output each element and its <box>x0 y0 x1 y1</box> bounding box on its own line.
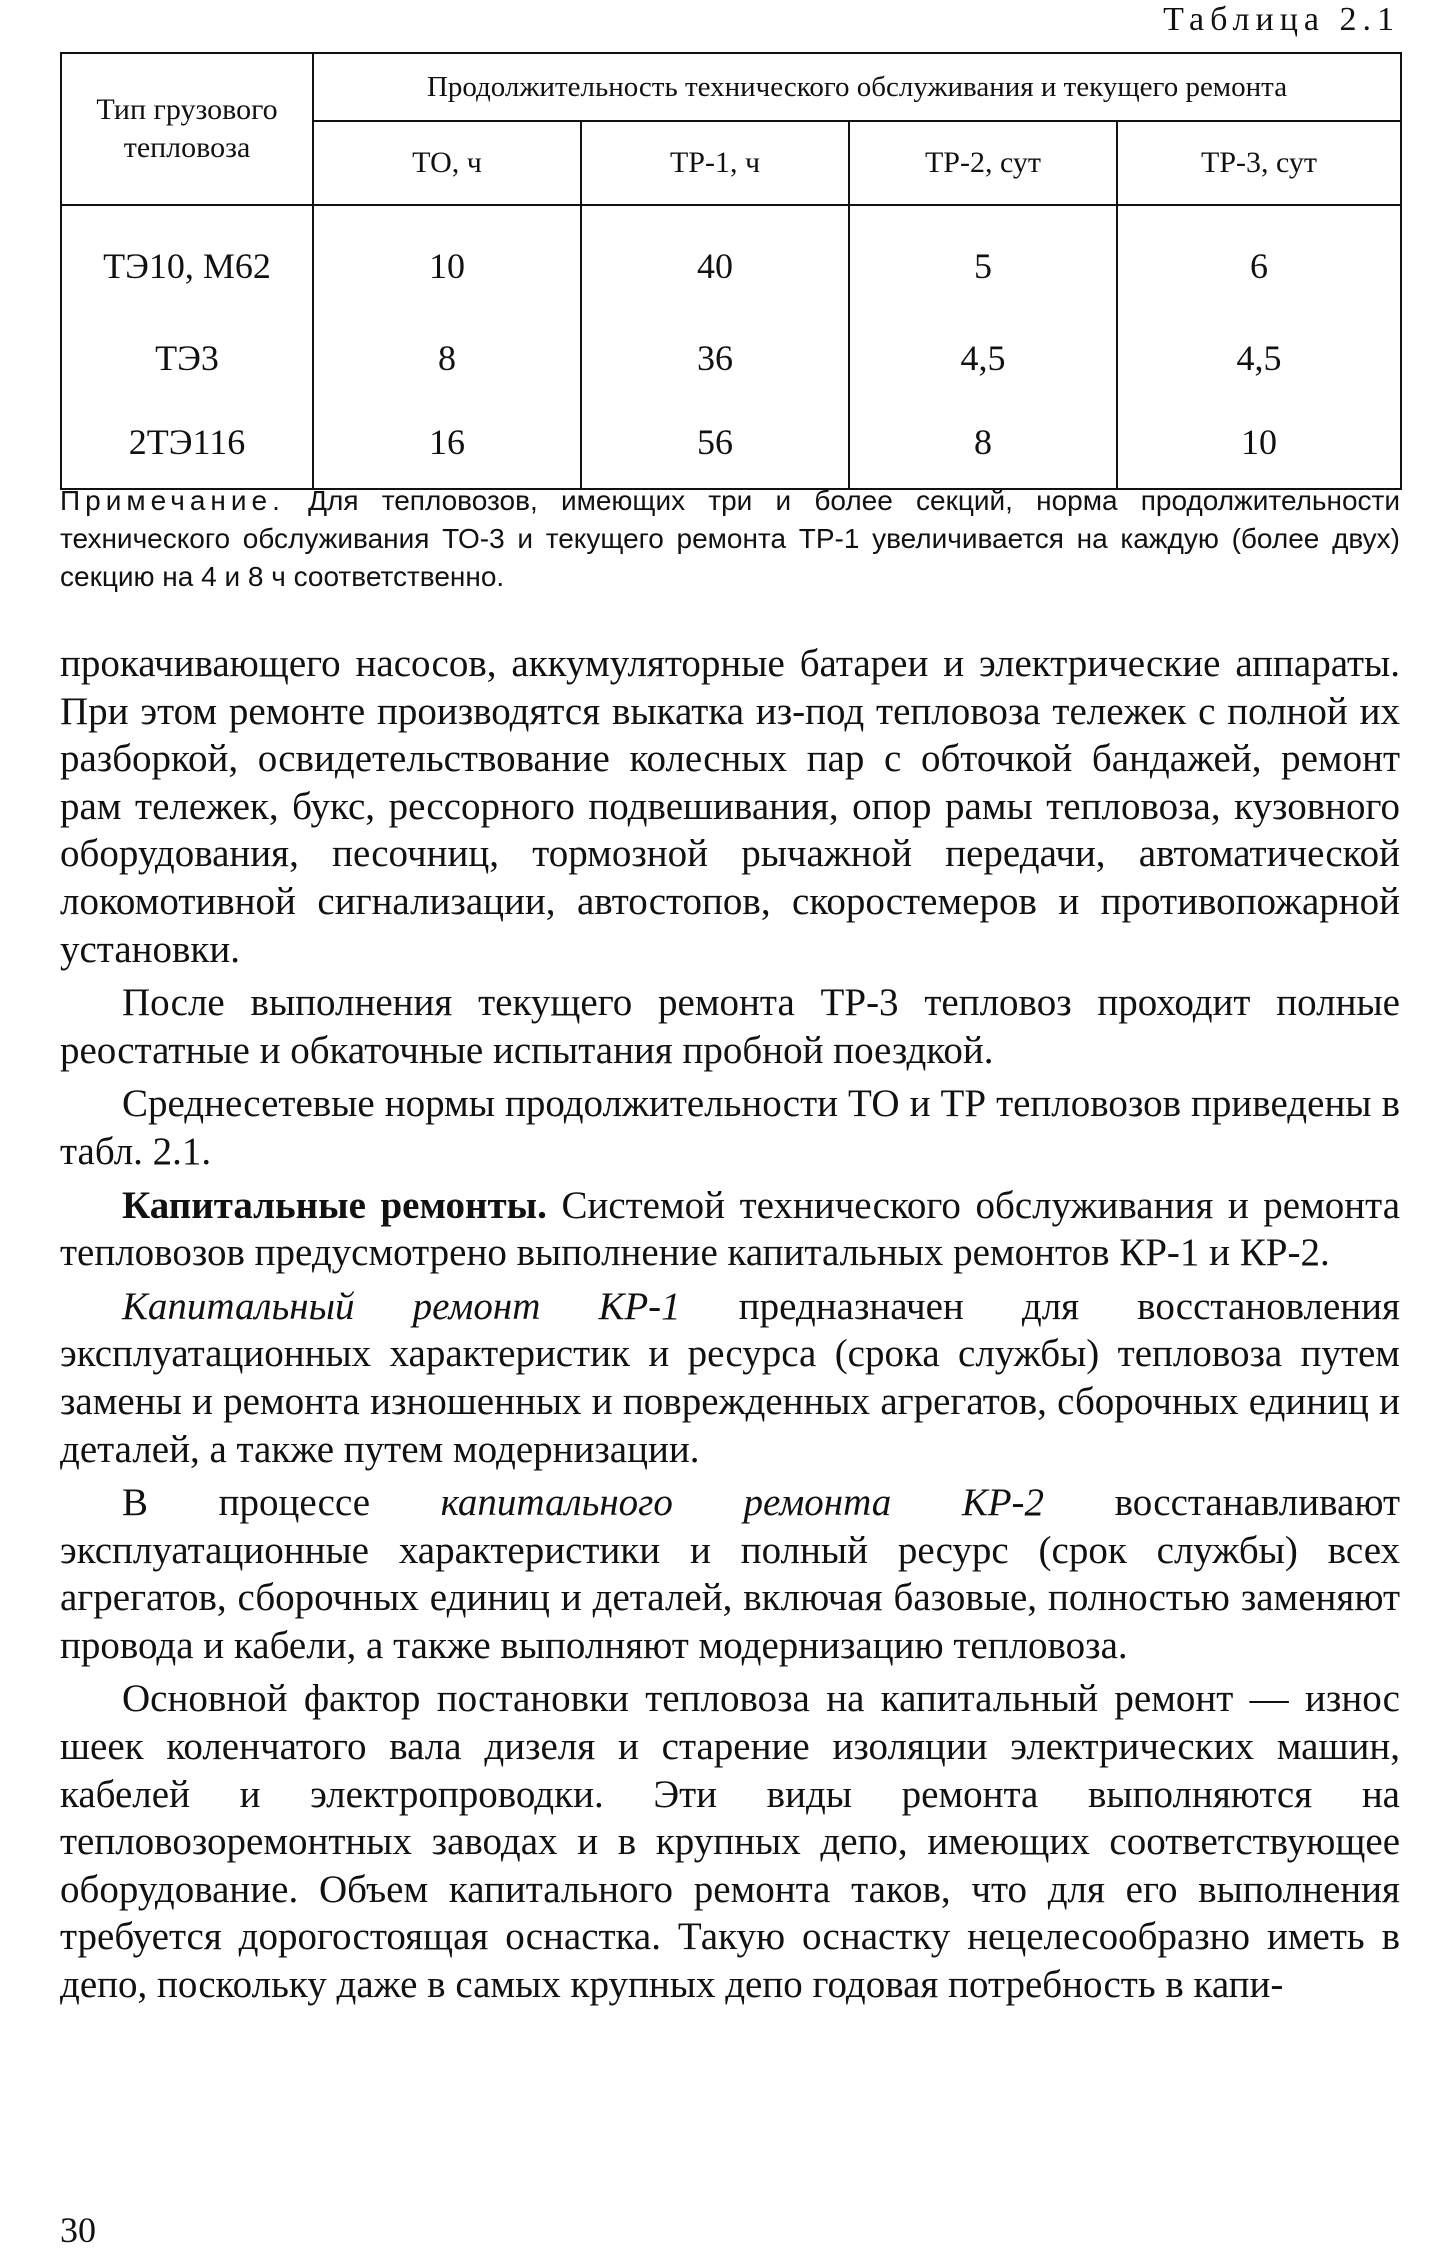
paragraph <box>60 1479 1400 1669</box>
term-italic: Капитальный ремонт КР-1 <box>122 1284 681 1328</box>
note-label: Примечание. <box>60 485 285 516</box>
paragraph <box>60 1182 1400 1277</box>
value-cell: 10 <box>1117 400 1401 489</box>
value-cell: 4,5 <box>849 316 1117 400</box>
table-row <box>61 400 1401 489</box>
paragraph-text: предназначен для восстановления эксплуатационных характеристик и ресурса (срока службы) тепловоза путем замены и ремонта изношенных и поврежденных агрегатов, сборочных единиц и деталей, а также путем модернизации. <box>60 1284 1400 1471</box>
paragraph: Среднесетевые нормы продолжительности ТО и ТР тепловозов приведены в табл. 2.1. <box>60 1082 1400 1173</box>
section-heading: Капитальные ремонты. <box>122 1183 547 1227</box>
paragraph <box>60 1283 1400 1473</box>
value-cell: 6 <box>1117 205 1401 316</box>
value-cell: 4,5 <box>1117 316 1401 400</box>
table-row <box>61 316 1401 400</box>
value-cell: 10 <box>313 205 581 316</box>
paragraph-text: В процессе <box>122 1481 441 1525</box>
note-text: Для тепловозов, имеющих три и более секций, норма продолжительности технического обслуживания ТО-3 и текущего ремонта ТР-1 увеличивается на каждую (более двух) секцию на 4 и 8 ч соответственно. <box>60 485 1401 592</box>
table-container <box>60 52 1400 490</box>
row-type-cell: ТЭ3 <box>61 316 313 400</box>
page-number: 30 <box>60 2210 96 2250</box>
paragraph: После выполнения текущего ремонта ТР-3 тепловоз проходит полные реостатные и обкаточные испытания пробной поездкой. <box>60 981 1400 1072</box>
table-note <box>60 482 1400 596</box>
header-duration-group: Продолжительность технического обслуживания и текущего ремонта <box>313 53 1401 121</box>
row-type-cell: ТЭ10, М62 <box>61 205 313 316</box>
row-type-cell: 2ТЭ116 <box>61 400 313 489</box>
header-column: ТО, ч <box>313 121 581 205</box>
value-cell: 16 <box>313 400 581 489</box>
value-cell: 36 <box>581 316 849 400</box>
value-cell: 8 <box>313 316 581 400</box>
paragraph: Основной фактор постановки тепловоза на капитальный ремонт — износ шеек коленчатого вала дизеля и старение изоляции электрических машин, кабелей и электропроводки. Эти виды ремонта выполняются на тепловозоремонтных заводах и в крупных депо, имеющих соответствующее оборудование. Объем капитального ремонта таков, что для его выполнения требуется дорогостоящая оснастка. Такую оснастку нецелесообразно иметь в депо, поскольку даже в самых крупных депо годовая потребность в капи- <box>60 1677 1400 2007</box>
paragraph-text: Системой технического обслуживания и ремонта тепловозов предусмотрено выполнение капитальных ремонтов КР-1 и КР-2. <box>60 1183 1400 1275</box>
value-cell: 40 <box>581 205 849 316</box>
paragraph: прокачивающего насосов, аккумуляторные батареи и электрические аппараты. При этом ремонте производятся выкатка из-под тепловоза тележек с полной их разборкой, освидетельствование колесных пар с обточкой бандажей, ремонт рам тележек, букс, рессорного подвешивания, опор рамы тепловоза, кузовного оборудования, песочниц, тормозной рычажной передачи, автоматической локомотивной сигнализации, автостопов, скоростемеров и противопожарной установки. <box>60 642 1400 971</box>
value-cell: 5 <box>849 205 1117 316</box>
value-cell: 56 <box>581 400 849 489</box>
term-italic: капитального ремонта КР-2 <box>440 1481 1045 1525</box>
maintenance-table <box>60 52 1402 490</box>
header-column: ТР-1, ч <box>581 121 849 205</box>
table-row <box>61 205 1401 316</box>
body-text <box>60 640 1400 2009</box>
paragraph-text: восстанавливают эксплуатационные характеристики и полный ресурс (срок службы) всех агрегатов, сборочных единиц и деталей, включая базовые, полностью заменяют провода и кабели, а также выполняют модернизацию тепловоза. <box>60 1481 1400 1667</box>
value-cell: 8 <box>849 400 1117 489</box>
header-column: ТР-2, сут <box>849 121 1117 205</box>
header-locomotive-type: Тип грузового тепловоза <box>61 53 313 205</box>
header-column: ТР-3, сут <box>1117 121 1401 205</box>
table-caption: Таблица 2.1 <box>1163 1 1400 38</box>
